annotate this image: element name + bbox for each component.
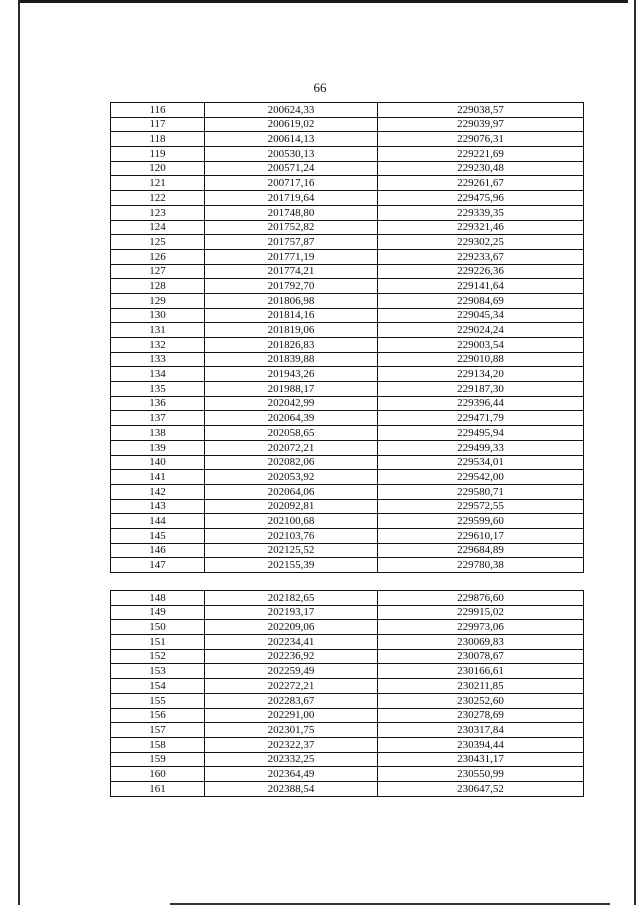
x-coordinate-cell: 201748,80 bbox=[205, 205, 378, 220]
table-row bbox=[111, 176, 584, 191]
table-row bbox=[111, 693, 584, 708]
x-coordinate-cell: 202283,67 bbox=[205, 693, 378, 708]
x-coordinate-cell: 201752,82 bbox=[205, 220, 378, 235]
point-number-cell: 127 bbox=[111, 264, 205, 279]
x-coordinate-cell: 201774,21 bbox=[205, 264, 378, 279]
table-row bbox=[111, 514, 584, 529]
table-row bbox=[111, 664, 584, 679]
y-coordinate-cell: 229915,02 bbox=[378, 605, 584, 620]
x-coordinate-cell: 202082,06 bbox=[205, 455, 378, 470]
x-coordinate-cell: 202332,25 bbox=[205, 752, 378, 767]
y-coordinate-cell: 229039,97 bbox=[378, 117, 584, 132]
coordinates-table-lower bbox=[110, 590, 584, 797]
point-number-cell: 131 bbox=[111, 323, 205, 338]
x-coordinate-cell: 200619,02 bbox=[205, 117, 378, 132]
scan-edge-left bbox=[18, 0, 20, 905]
y-coordinate-cell: 229003,54 bbox=[378, 338, 584, 353]
y-coordinate-cell: 229221,69 bbox=[378, 147, 584, 162]
table-row bbox=[111, 528, 584, 543]
point-number-cell: 143 bbox=[111, 499, 205, 514]
point-number-cell: 132 bbox=[111, 338, 205, 353]
x-coordinate-cell: 202236,92 bbox=[205, 649, 378, 664]
table-row bbox=[111, 396, 584, 411]
point-number-cell: 119 bbox=[111, 147, 205, 162]
scan-edge-right bbox=[634, 0, 636, 905]
x-coordinate-cell: 202301,75 bbox=[205, 723, 378, 738]
y-coordinate-cell: 229321,46 bbox=[378, 220, 584, 235]
table-row bbox=[111, 264, 584, 279]
x-coordinate-cell: 201719,64 bbox=[205, 191, 378, 206]
y-coordinate-cell: 229226,36 bbox=[378, 264, 584, 279]
table-row bbox=[111, 426, 584, 441]
point-number-cell: 117 bbox=[111, 117, 205, 132]
x-coordinate-cell: 202364,49 bbox=[205, 767, 378, 782]
x-coordinate-cell: 201819,06 bbox=[205, 323, 378, 338]
point-number-cell: 144 bbox=[111, 514, 205, 529]
x-coordinate-cell: 200624,33 bbox=[205, 103, 378, 118]
y-coordinate-cell: 230078,67 bbox=[378, 649, 584, 664]
point-number-cell: 123 bbox=[111, 205, 205, 220]
y-coordinate-cell: 229010,88 bbox=[378, 352, 584, 367]
point-number-cell: 134 bbox=[111, 367, 205, 382]
table-row bbox=[111, 235, 584, 250]
x-coordinate-cell: 202388,54 bbox=[205, 781, 378, 796]
table-row bbox=[111, 752, 584, 767]
point-number-cell: 150 bbox=[111, 620, 205, 635]
y-coordinate-cell: 229076,31 bbox=[378, 132, 584, 147]
table-row bbox=[111, 635, 584, 650]
table-row bbox=[111, 279, 584, 294]
point-number-cell: 135 bbox=[111, 382, 205, 397]
y-coordinate-cell: 230317,84 bbox=[378, 723, 584, 738]
y-coordinate-cell: 229542,00 bbox=[378, 470, 584, 485]
point-number-cell: 158 bbox=[111, 737, 205, 752]
y-coordinate-cell: 229230,48 bbox=[378, 161, 584, 176]
x-coordinate-cell: 202103,76 bbox=[205, 528, 378, 543]
table-row bbox=[111, 220, 584, 235]
table-row bbox=[111, 470, 584, 485]
point-number-cell: 148 bbox=[111, 591, 205, 606]
table-row bbox=[111, 411, 584, 426]
y-coordinate-cell: 229045,34 bbox=[378, 308, 584, 323]
point-number-cell: 149 bbox=[111, 605, 205, 620]
y-coordinate-cell: 229261,67 bbox=[378, 176, 584, 191]
table-row bbox=[111, 293, 584, 308]
x-coordinate-cell: 201757,87 bbox=[205, 235, 378, 250]
point-number-cell: 130 bbox=[111, 308, 205, 323]
point-number-cell: 137 bbox=[111, 411, 205, 426]
y-coordinate-cell: 229141,64 bbox=[378, 279, 584, 294]
table-row bbox=[111, 205, 584, 220]
coordinates-table-upper bbox=[110, 102, 584, 573]
point-number-cell: 136 bbox=[111, 396, 205, 411]
y-coordinate-cell: 230550,99 bbox=[378, 767, 584, 782]
table-row bbox=[111, 767, 584, 782]
point-number-cell: 159 bbox=[111, 752, 205, 767]
table-row bbox=[111, 249, 584, 264]
x-coordinate-cell: 202053,92 bbox=[205, 470, 378, 485]
x-coordinate-cell: 202291,00 bbox=[205, 708, 378, 723]
y-coordinate-cell: 230211,85 bbox=[378, 679, 584, 694]
y-coordinate-cell: 229038,57 bbox=[378, 103, 584, 118]
x-coordinate-cell: 202193,17 bbox=[205, 605, 378, 620]
x-coordinate-cell: 202182,65 bbox=[205, 591, 378, 606]
y-coordinate-cell: 230431,17 bbox=[378, 752, 584, 767]
table-row bbox=[111, 117, 584, 132]
point-number-cell: 133 bbox=[111, 352, 205, 367]
point-number-cell: 147 bbox=[111, 558, 205, 573]
table-row bbox=[111, 308, 584, 323]
scan-edge-top bbox=[18, 0, 628, 3]
y-coordinate-cell: 229684,89 bbox=[378, 543, 584, 558]
y-coordinate-cell: 230069,83 bbox=[378, 635, 584, 650]
y-coordinate-cell: 229475,96 bbox=[378, 191, 584, 206]
y-coordinate-cell: 229610,17 bbox=[378, 528, 584, 543]
table-row bbox=[111, 382, 584, 397]
y-coordinate-cell: 229396,44 bbox=[378, 396, 584, 411]
point-number-cell: 138 bbox=[111, 426, 205, 441]
y-coordinate-cell: 229471,79 bbox=[378, 411, 584, 426]
y-coordinate-cell: 229134,20 bbox=[378, 367, 584, 382]
table-row bbox=[111, 338, 584, 353]
point-number-cell: 118 bbox=[111, 132, 205, 147]
point-number-cell: 122 bbox=[111, 191, 205, 206]
table-row bbox=[111, 367, 584, 382]
table-row bbox=[111, 679, 584, 694]
table-row bbox=[111, 147, 584, 162]
y-coordinate-cell: 230647,52 bbox=[378, 781, 584, 796]
table-row bbox=[111, 558, 584, 573]
table-row bbox=[111, 723, 584, 738]
y-coordinate-cell: 229572,55 bbox=[378, 499, 584, 514]
table-row bbox=[111, 620, 584, 635]
y-coordinate-cell: 229499,33 bbox=[378, 440, 584, 455]
y-coordinate-cell: 229495,94 bbox=[378, 426, 584, 441]
x-coordinate-cell: 201771,19 bbox=[205, 249, 378, 264]
y-coordinate-cell: 229084,69 bbox=[378, 293, 584, 308]
x-coordinate-cell: 202125,52 bbox=[205, 543, 378, 558]
table-row bbox=[111, 649, 584, 664]
table-row bbox=[111, 737, 584, 752]
x-coordinate-cell: 202322,37 bbox=[205, 737, 378, 752]
x-coordinate-cell: 200530,13 bbox=[205, 147, 378, 162]
point-number-cell: 116 bbox=[111, 103, 205, 118]
point-number-cell: 141 bbox=[111, 470, 205, 485]
x-coordinate-cell: 202100,68 bbox=[205, 514, 378, 529]
table-row bbox=[111, 440, 584, 455]
y-coordinate-cell: 229339,35 bbox=[378, 205, 584, 220]
point-number-cell: 120 bbox=[111, 161, 205, 176]
x-coordinate-cell: 202092,81 bbox=[205, 499, 378, 514]
x-coordinate-cell: 202155,39 bbox=[205, 558, 378, 573]
table-row bbox=[111, 543, 584, 558]
point-number-cell: 153 bbox=[111, 664, 205, 679]
table-row bbox=[111, 352, 584, 367]
y-coordinate-cell: 229580,71 bbox=[378, 484, 584, 499]
x-coordinate-cell: 201826,83 bbox=[205, 338, 378, 353]
x-coordinate-cell: 201943,26 bbox=[205, 367, 378, 382]
point-number-cell: 156 bbox=[111, 708, 205, 723]
y-coordinate-cell: 229599,60 bbox=[378, 514, 584, 529]
table-row bbox=[111, 191, 584, 206]
table-row bbox=[111, 484, 584, 499]
x-coordinate-cell: 202259,49 bbox=[205, 664, 378, 679]
y-coordinate-cell: 229973,06 bbox=[378, 620, 584, 635]
point-number-cell: 121 bbox=[111, 176, 205, 191]
x-coordinate-cell: 202209,06 bbox=[205, 620, 378, 635]
y-coordinate-cell: 230394,44 bbox=[378, 737, 584, 752]
x-coordinate-cell: 200614,13 bbox=[205, 132, 378, 147]
point-number-cell: 125 bbox=[111, 235, 205, 250]
x-coordinate-cell: 201792,70 bbox=[205, 279, 378, 294]
y-coordinate-cell: 230252,60 bbox=[378, 693, 584, 708]
point-number-cell: 145 bbox=[111, 528, 205, 543]
point-number-cell: 157 bbox=[111, 723, 205, 738]
table-row bbox=[111, 161, 584, 176]
x-coordinate-cell: 201988,17 bbox=[205, 382, 378, 397]
point-number-cell: 140 bbox=[111, 455, 205, 470]
table-row bbox=[111, 591, 584, 606]
table-row bbox=[111, 499, 584, 514]
point-number-cell: 124 bbox=[111, 220, 205, 235]
x-coordinate-cell: 200571,24 bbox=[205, 161, 378, 176]
x-coordinate-cell: 202072,21 bbox=[205, 440, 378, 455]
x-coordinate-cell: 201839,88 bbox=[205, 352, 378, 367]
y-coordinate-cell: 229233,67 bbox=[378, 249, 584, 264]
y-coordinate-cell: 229876,60 bbox=[378, 591, 584, 606]
point-number-cell: 152 bbox=[111, 649, 205, 664]
table-row bbox=[111, 708, 584, 723]
table-row bbox=[111, 605, 584, 620]
point-number-cell: 129 bbox=[111, 293, 205, 308]
x-coordinate-cell: 202042,99 bbox=[205, 396, 378, 411]
point-number-cell: 139 bbox=[111, 440, 205, 455]
point-number-cell: 126 bbox=[111, 249, 205, 264]
point-number-cell: 142 bbox=[111, 484, 205, 499]
point-number-cell: 161 bbox=[111, 781, 205, 796]
point-number-cell: 154 bbox=[111, 679, 205, 694]
x-coordinate-cell: 202272,21 bbox=[205, 679, 378, 694]
x-coordinate-cell: 201806,98 bbox=[205, 293, 378, 308]
y-coordinate-cell: 229302,25 bbox=[378, 235, 584, 250]
y-coordinate-cell: 229780,38 bbox=[378, 558, 584, 573]
x-coordinate-cell: 202064,39 bbox=[205, 411, 378, 426]
y-coordinate-cell: 229187,30 bbox=[378, 382, 584, 397]
point-number-cell: 160 bbox=[111, 767, 205, 782]
point-number-cell: 155 bbox=[111, 693, 205, 708]
y-coordinate-cell: 229024,24 bbox=[378, 323, 584, 338]
page-number: 66 bbox=[313, 80, 327, 95]
table-row bbox=[111, 781, 584, 796]
table-row bbox=[111, 323, 584, 338]
x-coordinate-cell: 202064,06 bbox=[205, 484, 378, 499]
table-row bbox=[111, 132, 584, 147]
x-coordinate-cell: 202234,41 bbox=[205, 635, 378, 650]
x-coordinate-cell: 201814,16 bbox=[205, 308, 378, 323]
y-coordinate-cell: 230166,61 bbox=[378, 664, 584, 679]
table-row bbox=[111, 455, 584, 470]
x-coordinate-cell: 202058,65 bbox=[205, 426, 378, 441]
point-number-cell: 128 bbox=[111, 279, 205, 294]
y-coordinate-cell: 229534,01 bbox=[378, 455, 584, 470]
point-number-cell: 151 bbox=[111, 635, 205, 650]
point-number-cell: 146 bbox=[111, 543, 205, 558]
x-coordinate-cell: 200717,16 bbox=[205, 176, 378, 191]
y-coordinate-cell: 230278,69 bbox=[378, 708, 584, 723]
table-row bbox=[111, 103, 584, 118]
